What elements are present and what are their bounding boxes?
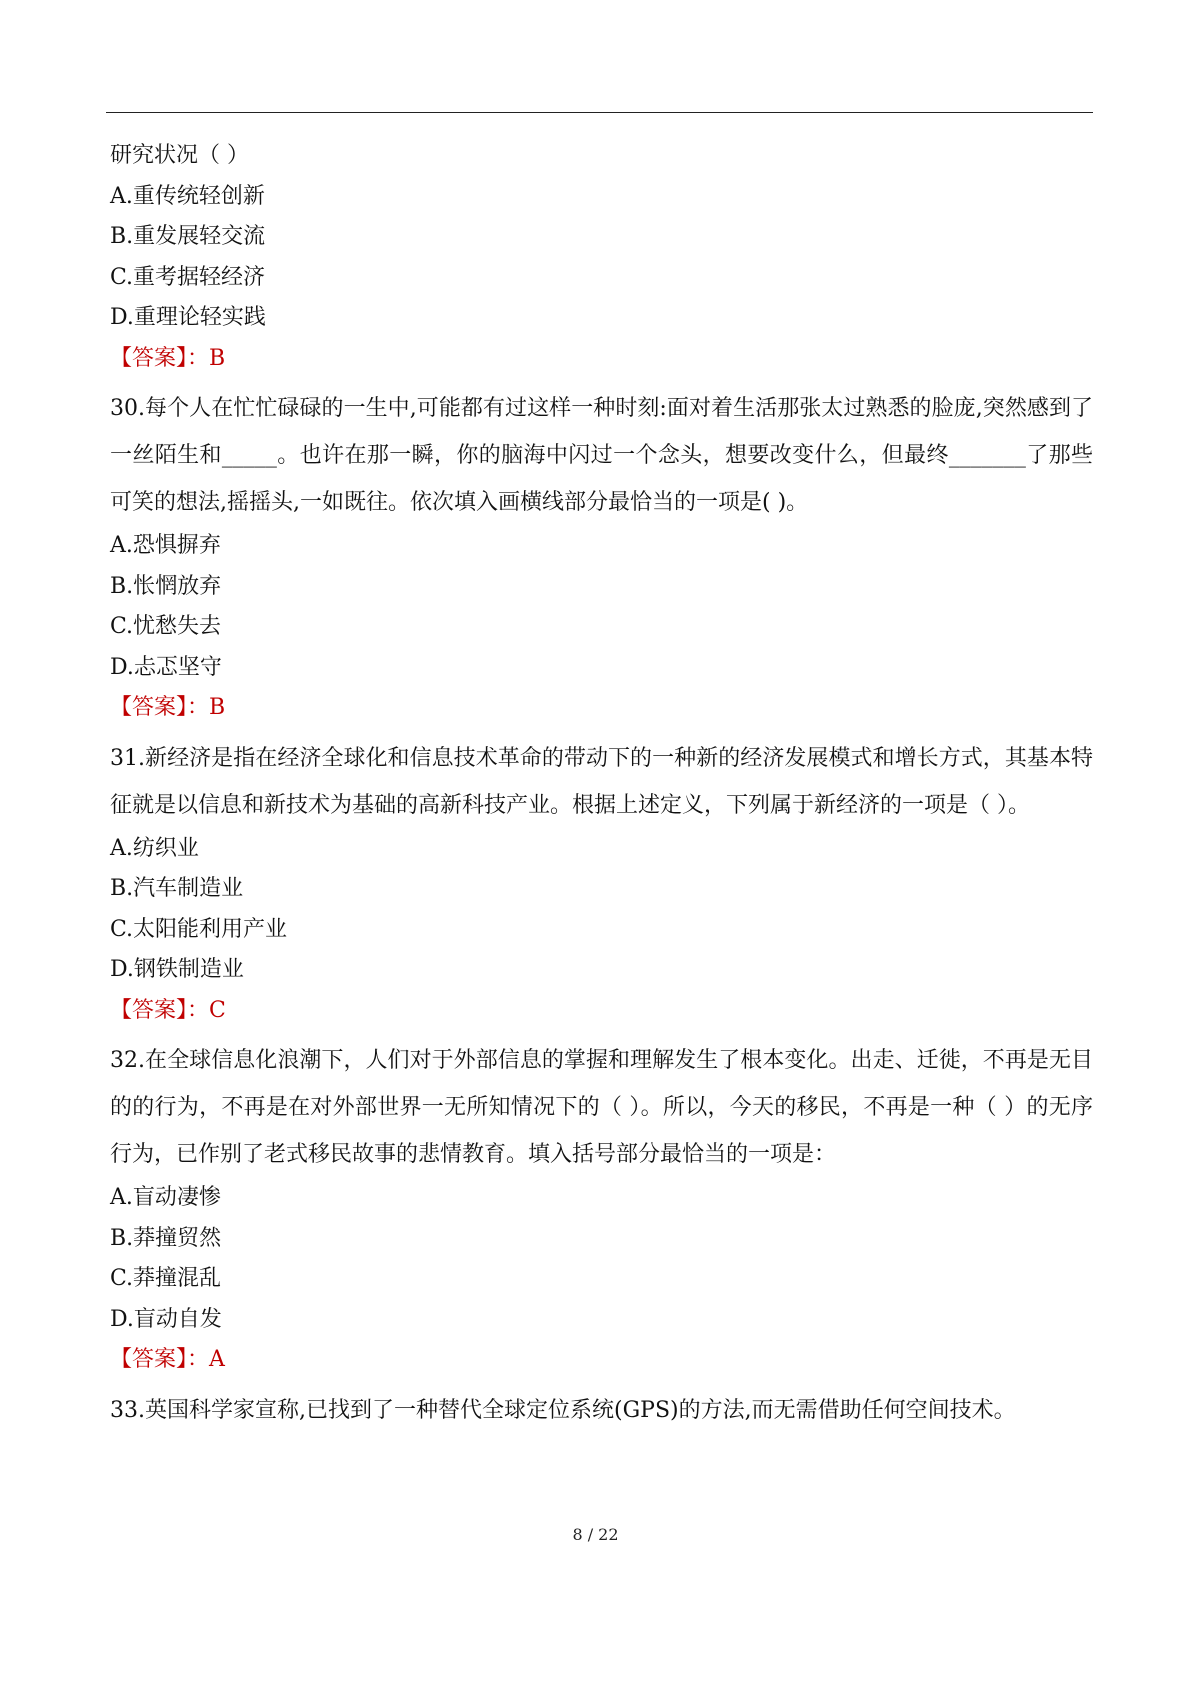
option-c: C.太阳能利用产业: [110, 916, 288, 942]
question-32: 32.在全球信息化浪潮下，人们对于外部信息的掌握和理解发生了根本变化。出走、迁徙，不再是无目的的行为，不再是在对外部世界一无所知情况下的（ ）。所以，今天的移民，不再是一种（ ）的无序行为，已作别了老式移民故事的悲情教育。填入括号部分最恰当的一项是：: [110, 1048, 1093, 1167]
option-d: D.钢铁制造业: [110, 957, 244, 982]
answer: 【答案】：C: [110, 997, 226, 1023]
document-body: [110, 136, 1093, 1434]
answer: 【答案】：B: [110, 345, 226, 371]
page-number: 8 / 22: [572, 1525, 619, 1544]
option-b: B.汽车制造业: [110, 876, 244, 901]
option-d: D.忐忑坚守: [110, 654, 222, 680]
option-b: B.重发展轻交流: [110, 224, 266, 249]
option-c: C.重考据轻经济: [110, 264, 266, 290]
option-c: C.莽撞混乱: [110, 1266, 222, 1291]
option-c: C.忧愁失去: [110, 614, 222, 639]
option-d: D.重理论轻实践: [110, 305, 266, 330]
option-a: A.盲动凄惨: [110, 1185, 221, 1210]
question-31: 31.新经济是指在经济全球化和信息技术革命的带动下的一种新的经济发展模式和增长方式，其基本特征就是以信息和新技术为基础的高新科技产业。根据上述定义，下列属于新经济的一项是（ ）。: [110, 745, 1093, 818]
question-30: 30.每个人在忙忙碌碌的一生中,可能都有过这样一种时刻:面对着生活那张太过熟悉的脸庞,突然感到了一丝陌生和_____。也许在那一瞬，你的脑海中闪过一个念头，想要改变什么，但最终_______了那些可笑的想法,摇摇头,一如既往。依次填入画横线部分最恰当的一项是( )。: [110, 396, 1093, 515]
answer: 【答案】：A: [110, 1347, 225, 1372]
option-b: B.怅惘放弃: [110, 573, 222, 599]
question-33: 33.英国科学家宣称,已找到了一种替代全球定位系统(GPS)的方法,而无需借助任何空间技术。: [110, 1397, 1016, 1423]
option-a: A.纺织业: [110, 835, 199, 861]
header-rule: [106, 112, 1093, 113]
answer: 【答案】：B: [110, 695, 226, 720]
option-b: B.莽撞贸然: [110, 1225, 222, 1251]
question-tail: 研究状况（ ）: [110, 143, 249, 168]
option-a: A.恐惧摒弃: [110, 533, 221, 558]
option-d: D.盲动自发: [110, 1306, 222, 1332]
option-a: A.重传统轻创新: [110, 183, 265, 209]
